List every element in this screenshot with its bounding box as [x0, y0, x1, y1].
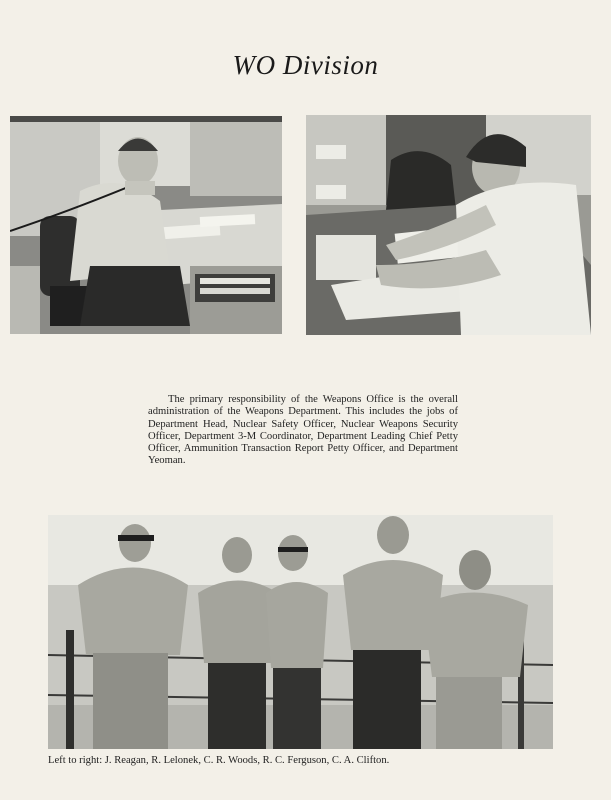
- photo-caption: Left to right: J. Reagan, R. Lelonek, C. R. Woods, R. C. Ferguson, C. A. Clifton.: [48, 755, 390, 766]
- photo-officer-on-phone: [10, 116, 282, 334]
- group-photo: [48, 515, 553, 749]
- photo-man-writing: [306, 115, 591, 335]
- body-paragraph: The primary responsibility of the Weapons Office is the overall administration of the Weapons Department. This includes the jobs of Department Head, Nuclear Safety Officer, Nuclear Weapons Security Officer, Department 3-M Coordinator, Department Leading Chief Petty Officer, Ammunition Transaction Report Petty Officer, and Department Yeoman.: [148, 394, 458, 467]
- page-title: WO Division: [232, 50, 379, 80]
